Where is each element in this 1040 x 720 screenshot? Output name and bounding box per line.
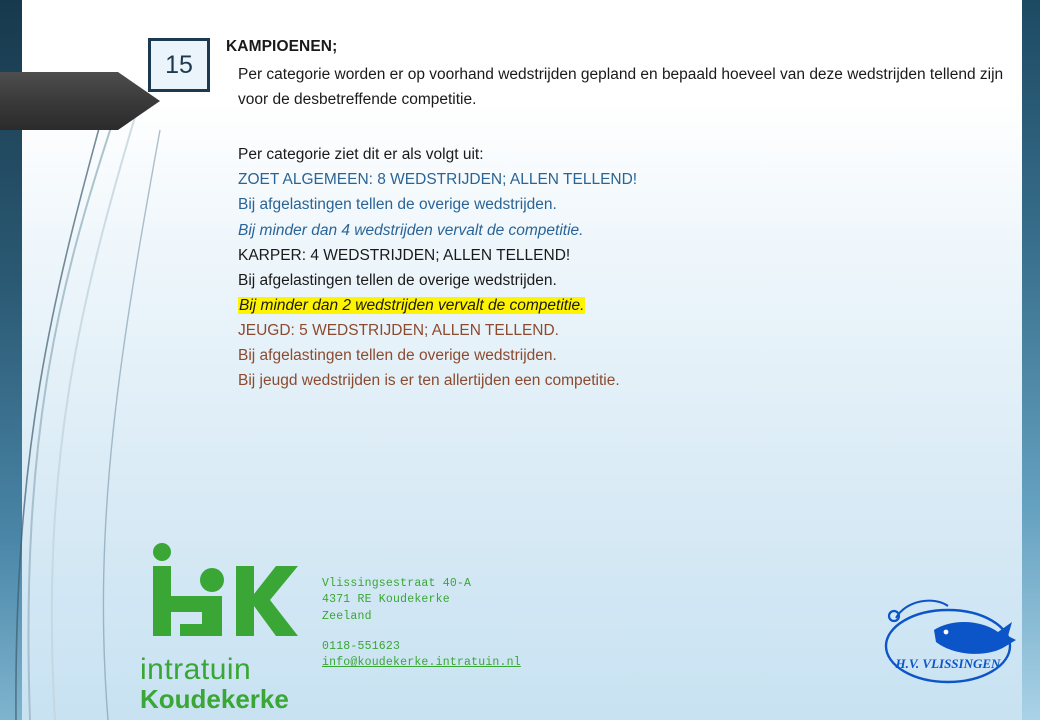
intratuin-location: Koudekerke	[140, 683, 289, 714]
category-line: Bij afgelastingen tellen de overige wedstrijden.	[238, 347, 557, 365]
address-line-1: Vlissingsestraat 40-A	[322, 577, 472, 590]
sponsor-phone: 0118-551623	[322, 639, 401, 653]
hv-vlissingen-logo	[876, 596, 1026, 692]
intro-paragraph: Per categorie worden er op voorhand wedstrijden gepland en bepaald hoeveel van deze wedstrijden tellend zijn voor de desbetreffende competitie.	[238, 66, 1004, 109]
category-line: JEUGD: 5 WEDSTRIJDEN; ALLEN TELLEND.	[238, 321, 559, 339]
slide-content	[226, 38, 1016, 393]
category-list	[238, 142, 1016, 393]
sponsor-email[interactable]: info@koudekerke.intratuin.nl	[322, 656, 521, 670]
intratuin-logo	[140, 540, 320, 712]
category-line	[238, 293, 1016, 318]
highlighted-text: Bij minder dan 2 wedstrijden vervalt de competitie.	[239, 296, 585, 314]
category-line: Bij afgelastingen tellen de overige wedstrijden.	[238, 271, 557, 289]
sponsor-address-block	[322, 576, 521, 672]
category-line: KARPER: 4 WEDSTRIJDEN; ALLEN TELLEND!	[238, 246, 571, 264]
category-line: Bij minder dan 4 wedstrijden vervalt de competitie.	[238, 221, 584, 239]
intratuin-mark-icon	[140, 540, 310, 650]
intratuin-wordmark: intratuin	[140, 653, 252, 686]
address-line-2: 4371 RE Koudekerke	[322, 593, 450, 607]
category-line: Bij afgelastingen tellen de overige wedstrijden.	[238, 196, 557, 214]
category-line: ZOET ALGEMEEN: 8 WEDSTRIJDEN; ALLEN TELLEND!	[238, 171, 638, 189]
banner-arrow-shape	[0, 72, 160, 130]
top-decor-strip	[22, 0, 1040, 10]
category-line: Bij jeugd wedstrijden is er ten allertijden een competitie.	[238, 372, 620, 390]
slide-heading: KAMPIOENEN;	[226, 38, 338, 55]
address-line-3: Zeeland	[322, 609, 372, 623]
slide-number-badge: 15	[148, 38, 210, 92]
category-line: Per categorie ziet dit er als volgt uit:	[238, 146, 484, 164]
hv-badge-text: H.V. VLISSINGEN	[895, 656, 1001, 671]
